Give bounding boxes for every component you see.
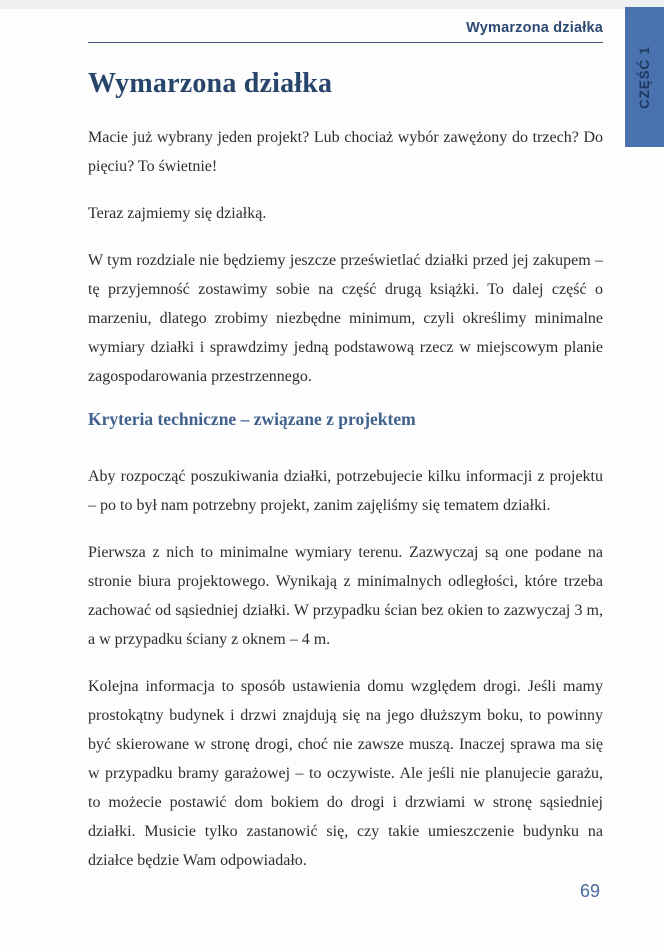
chapter-title: Wymarzona działka [88,68,333,99]
paragraph-section-1: Aby rozpocząć poszukiwania działki, potrzebujecie kilku informacji z projektu – po to był nam potrzebny projekt, zanim zajęliśmy się tematem działki. [88,468,603,515]
page-top-edge [0,0,664,9]
paragraph-section-2: Pierwsza z nich to minimalne wymiary terenu. Zazwyczaj są one podane na stronie biura projektowego. Wynikają z minimalnych odległości, które trzeba zachować od sąsiedniej działki. W przypadku ścian bez okien to zazwyczaj 3 m, a w przypadku ściany z oknem – 4 m. [88,544,603,649]
part-tab [625,7,664,147]
section-heading: Kryteria techniczne – związane z projektem [88,408,416,429]
header-rule [88,42,603,43]
part-tab-label: CZĘŚĆ 1 [637,45,652,109]
running-header: Wymarzona działka [466,20,603,36]
paragraph-intro-3: W tym rozdziale nie będziemy jeszcze prześwietlać działki przed jej zakupem – tę przyjemność zostawimy sobie na część drugą książki. To dalej część o marzeniu, dlatego zrobimy niezbędne minimum, czyli określimy minimalne wymiary działki i sprawdzimy jedną podstawową rzecz w miejscowym planie zagospodarowania przestrzennego. [88,251,603,385]
paragraph-intro-2: Teraz zajmiemy się działką. [88,204,267,222]
page-number: 69 [579,881,600,901]
paragraph-section-3: Kolejna informacja to sposób ustawienia domu względem drogi. Jeśli mamy prostokątny budynek i drzwi znajdują się na jego dłuższym boku, to powinny być skierowane w stronę drogi, choć nie zawsze muszą. Inaczej sprawa ma się w przypadku bramy garażowej – to oczywiste. Ale jeśli nie planujecie garażu, to możecie postawić dom bokiem do drogi i drzwiami w stronę sąsiedniej działki. Musicie tylko zastanowić się, czy takie umieszczenie budynku na działce będzie Wam odpowiadało. [88,678,603,870]
paragraph-intro-1: Macie już wybrany jeden projekt? Lub chociaż wybór zawężony do trzech? Do pięciu? To świetnie! [88,128,603,175]
